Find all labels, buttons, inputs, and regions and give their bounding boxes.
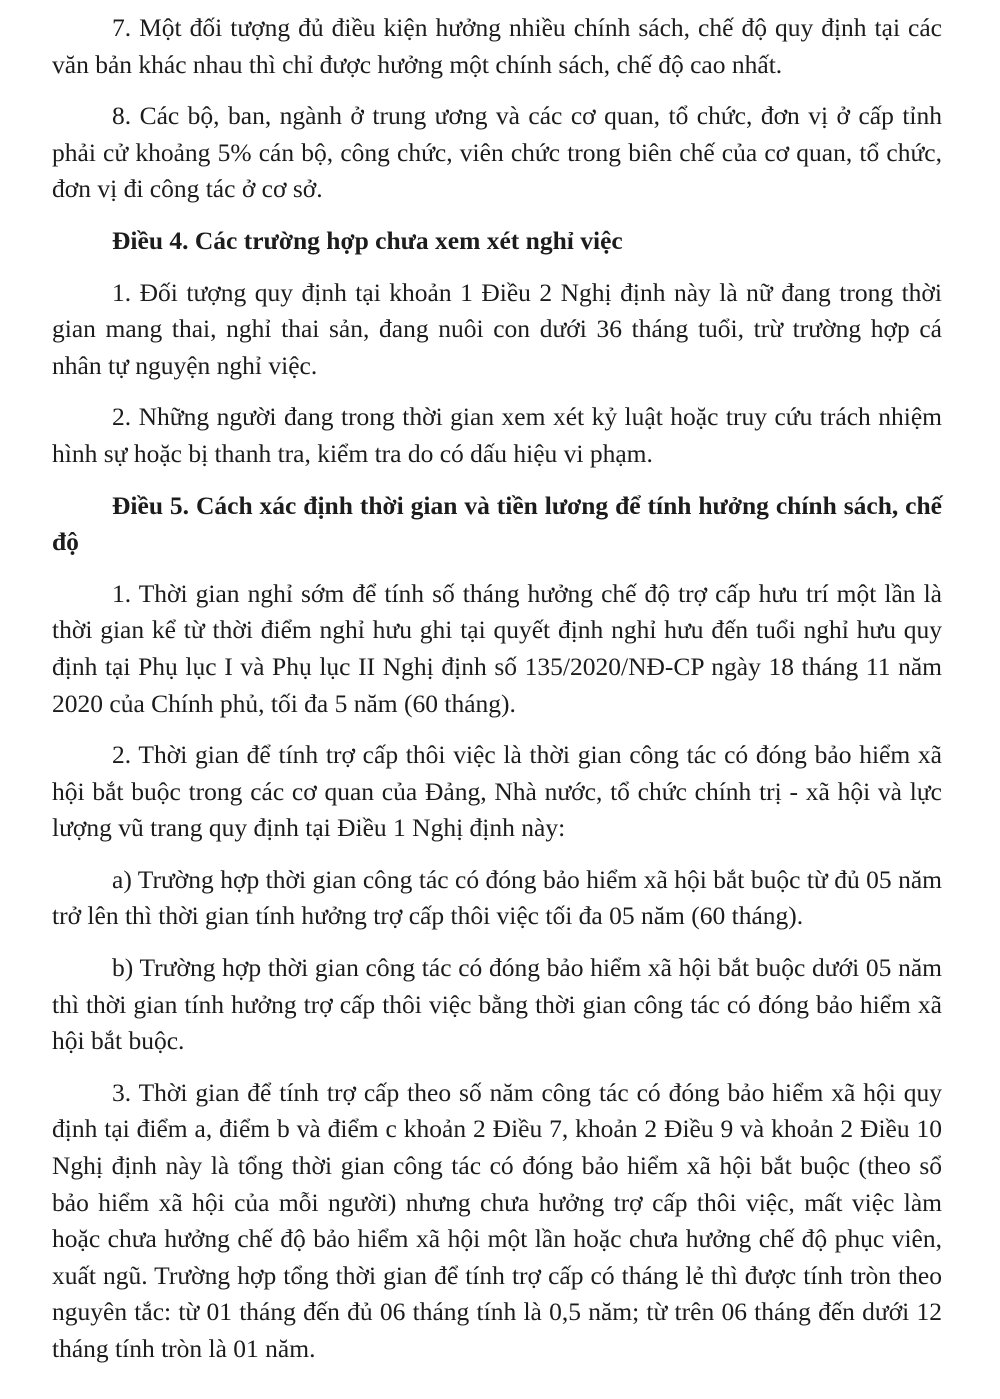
article-4-heading: Điều 4. Các trường hợp chưa xem xét nghỉ việc (112, 225, 623, 255)
paragraph-item-8: 8. Các bộ, ban, ngành ở trung ương và các cơ quan, tổ chức, đơn vị ở cấp tỉnh phải cử khoảng 5% cán bộ, công chức, viên chức trong biên chế của cơ quan, tổ chức, đơn vị đi công tác ở cơ sở. (52, 101, 942, 204)
article-5-clause-2b: b) Trường hợp thời gian công tác có đóng bảo hiểm xã hội bắt buộc dưới 05 năm thì thời gian tính hưởng trợ cấp thôi việc bằng thời gian công tác có đóng bảo hiểm xã hội bắt buộc. (52, 953, 942, 1056)
article-5-clause-2a: a) Trường hợp thời gian công tác có đóng bảo hiểm xã hội bắt buộc từ đủ 05 năm trở lên thì thời gian tính hưởng trợ cấp thôi việc tối đa 05 năm (60 tháng). (52, 864, 942, 931)
article-5-clause-2: 2. Thời gian để tính trợ cấp thôi việc là thời gian công tác có đóng bảo hiểm xã hội bắt buộc trong các cơ quan của Đảng, Nhà nước, tổ chức chính trị - xã hội và lực lượng vũ trang quy định tại Điều 1 Nghị định này: (52, 740, 942, 843)
article-4-clause-2: 2. Những người đang trong thời gian xem xét kỷ luật hoặc truy cứu trách nhiệm hình sự hoặc bị thanh tra, kiểm tra do có dấu hiệu vi phạm. (52, 402, 942, 468)
article-5-clause-3: 3. Thời gian để tính trợ cấp theo số năm công tác có đóng bảo hiểm xã hội quy định tại điểm a, điểm b và điểm c khoản 2 Điều 7, khoản 2 Điều 9 và khoản 2 Điều 10 Nghị định này là tổng thời gian công tác có đóng bảo hiểm xã hội bắt buộc (theo sổ bảo hiểm xã hội của mỗi người) nhưng chưa hưởng trợ cấp thôi việc, mất việc làm hoặc chưa hưởng chế độ bảo hiểm xã hội một lần hoặc chưa hưởng chế độ phục viên, xuất ngũ. Trường hợp tổng thời gian để tính trợ cấp có tháng lẻ thì được tính tròn theo nguyên tắc: từ 01 tháng đến đủ 06 tháng tính là 0,5 năm; từ trên 06 tháng đến dưới 12 tháng tính tròn là 01 năm. (52, 1077, 942, 1363)
article-5-clause-1: 1. Thời gian nghỉ sớm để tính số tháng hưởng chế độ trợ cấp hưu trí một lần là thời gian kể từ thời điểm nghỉ hưu ghi tại quyết định nghỉ hưu đến tuổi nghỉ hưu quy định tại Phụ lục I và Phụ lục II Nghị định số 135/2020/NĐ-CP ngày 18 tháng 11 năm 2020 của Chính phủ, tối đa 5 năm (60 tháng). (52, 578, 942, 718)
article-5-heading: Điều 5. Cách xác định thời gian và tiền lương để tính hưởng chính sách, chế độ (52, 490, 942, 557)
document-page (52, 10, 942, 1368)
article-4-clause-1: 1. Đối tượng quy định tại khoản 1 Điều 2 Nghị định này là nữ đang trong thời gian mang thai, nghỉ thai sản, đang nuôi con dưới 36 tháng tuổi, trừ trường hợp cá nhân tự nguyện nghỉ việc. (52, 277, 942, 380)
paragraph-item-7: 7. Một đối tượng đủ điều kiện hưởng nhiều chính sách, chế độ quy định tại các văn bản khác nhau thì chỉ được hưởng một chính sách, chế độ cao nhất. (52, 13, 942, 79)
